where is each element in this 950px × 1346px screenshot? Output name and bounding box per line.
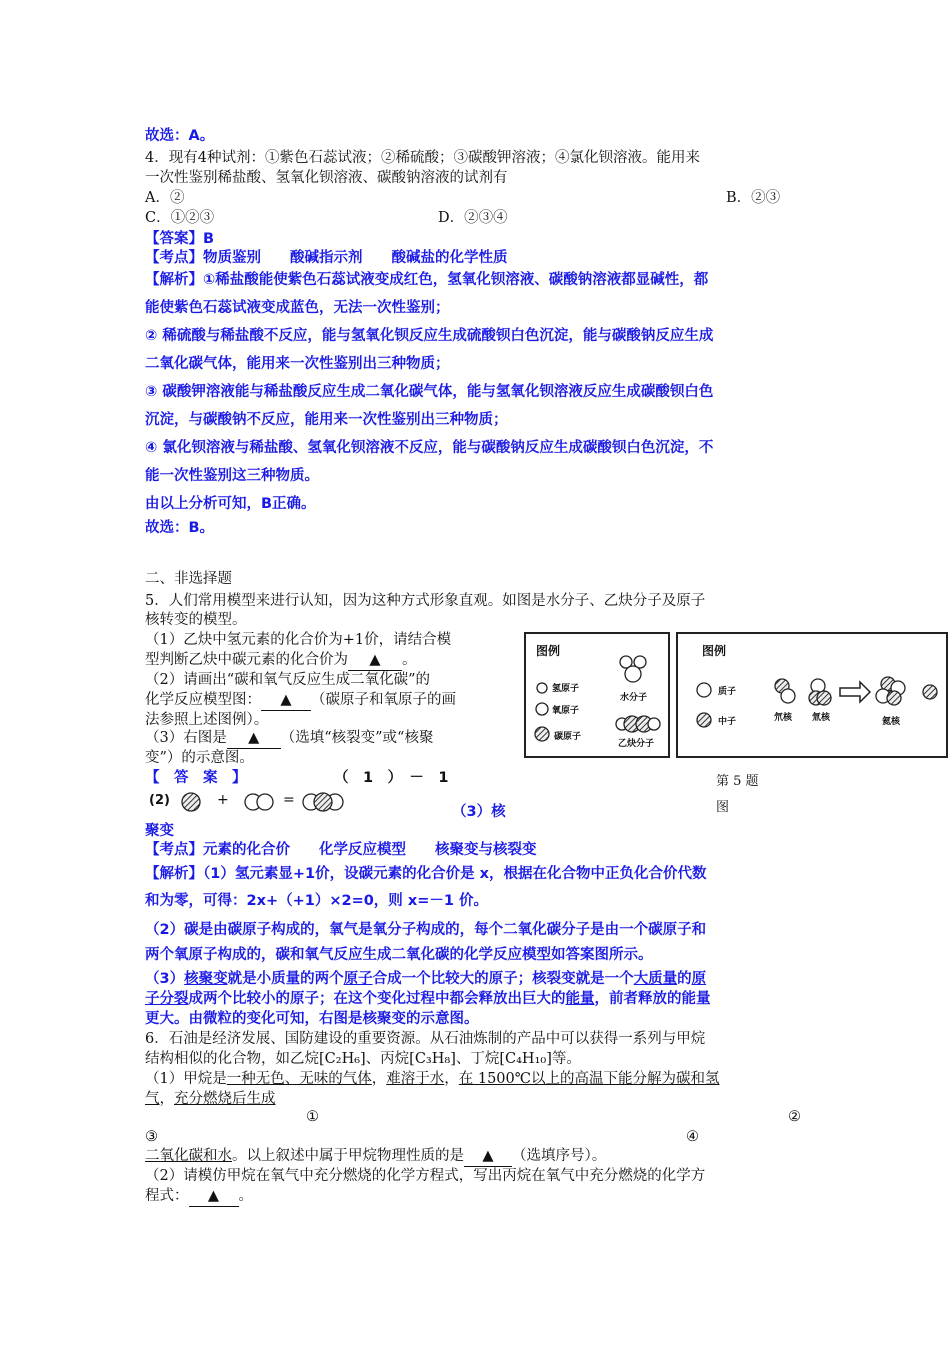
reaction-model-graphic [145, 790, 365, 814]
neutron-icon [697, 713, 711, 727]
q4-analysis-2: 能使紫色石蕊试液变成蓝色，无法一次性鉴别； [145, 300, 450, 316]
q5-analysis-7: 更大。由微粒的变化可知，右图是核聚变的示意图。 [145, 1011, 479, 1027]
q6-p1d: 难溶于水 [386, 1071, 445, 1087]
q5-part3-line1 [145, 728, 433, 749]
q6-p1c: ， [371, 1071, 387, 1087]
q5-answer-2-prefix: (2) [149, 793, 170, 808]
fig-left-title: 图例 [536, 644, 561, 658]
q5-answer-3: （3）核 [452, 804, 506, 820]
q6-p1i: 充分燃烧后生成 [174, 1091, 276, 1107]
carbon-reactant-icon [182, 793, 200, 811]
q5-blank-2[interactable]: ▲ [261, 690, 311, 711]
q6-part1-line1 [145, 1069, 719, 1089]
label-neutron: 中子 [718, 717, 737, 727]
q4-analysis-8: 能一次性鉴别这三种物质。 [145, 468, 319, 484]
label-oxygen: 氧原子 [552, 706, 580, 716]
q6-p1f: 在 1500℃以上的高温下能分解为碳和氢 [458, 1071, 720, 1087]
legend-figure-fusion [676, 632, 948, 758]
q4-option-b: B．②③ [726, 190, 781, 206]
q5-j5g: 的 [677, 971, 692, 987]
q3-conclusion: 故选：A。 [145, 128, 215, 144]
q6-p1k: 。以上叙述中属于甲烷物理性质的是 [232, 1148, 464, 1164]
q6-part1-line3 [145, 1146, 606, 1167]
q4-analysis-6: 沉淀，与碳酸钠不反应，能用来一次性鉴别出三种物质； [145, 412, 508, 428]
plus-sign: + [217, 792, 229, 808]
q5-j5a: （3） [145, 971, 185, 987]
marker-1: ① [306, 1109, 319, 1125]
helium-nucleus-icon [887, 691, 901, 705]
q6-p1j: 二氧化碳和水 [145, 1148, 232, 1164]
marker-3: ③ [145, 1129, 158, 1145]
fig-right-title: 图例 [702, 644, 727, 658]
q5-answer-3b: 聚变 [145, 823, 174, 839]
label-helium: 氦核 [882, 717, 901, 727]
q6-p1l: （选填序号）。 [512, 1148, 607, 1164]
tritium-icon [817, 691, 831, 705]
q5-j6e: ，前者释放的能量 [594, 991, 711, 1007]
q5-part1-text: 型判断乙炔中碳元素的化合价为 [145, 652, 348, 668]
acetylene-molecule-icon [648, 718, 660, 730]
legend-figure-molecules [524, 632, 670, 758]
q6-p2b: 程式： [145, 1188, 189, 1204]
q5-analysis-4: 两个氧原子构成的，碳和氧气反应生成二氧化碳的化学反应模型如答案图所示。 [145, 947, 653, 963]
link-large-mass[interactable]: 大质量 [633, 971, 678, 987]
figure-caption-line2: 图 [716, 800, 730, 815]
q4-analysis-7: ④ 氯化钡溶液与稀盐酸、氢氧化钡溶液不反应，能与碳酸钠反应生成碳酸钡白色沉淀，不 [145, 440, 714, 456]
q5-j5e: 合成一个比较大的原子；核裂变就是一个 [372, 971, 634, 987]
q5-part2-line3: 法参照上述图例）。 [145, 712, 269, 728]
q4-answer: 【答案】B [145, 231, 215, 247]
q6-blank-2[interactable]: ▲ [189, 1186, 239, 1207]
free-neutron-icon [923, 685, 937, 699]
q5-kaodian: 【考点】元素的化合价 化学反应模型 核聚变与核裂变 [145, 842, 537, 858]
q5-answer-label: 【 答 案 】 [145, 770, 247, 786]
q6-part1-line2 [145, 1089, 276, 1109]
q5-blank-3[interactable]: ▲ [227, 728, 281, 749]
link-atom[interactable]: 原子 [343, 971, 373, 987]
q6-p1e: ， [444, 1071, 459, 1087]
q5-answer-2-model [145, 790, 365, 814]
q6-part2-line1: （2）请模仿甲烷在氧气中充分燃烧的化学方程式，写出丙烷在氧气中充分燃烧的化学方 [145, 1168, 706, 1184]
q6-p1a: （1）甲烷是 [145, 1071, 227, 1087]
q5-part2-text: 化学反应模型图： [145, 692, 261, 708]
q6-blank-1[interactable]: ▲ [464, 1146, 512, 1167]
label-hydrogen: 氢原子 [552, 684, 580, 694]
link-atom-2[interactable]: 原 [691, 971, 707, 987]
q4-option-c: C．①②③ [145, 210, 215, 226]
oxygen-atom-icon [536, 703, 548, 715]
q5-part2-line2 [145, 690, 456, 711]
section-heading: 二、非选择题 [145, 571, 232, 587]
label-proton: 质子 [718, 687, 737, 697]
label-tritium: 氚核 [812, 713, 831, 723]
link-fission[interactable]: 分裂 [159, 991, 189, 1007]
q5-stem-line2: 核转变的模型。 [145, 612, 247, 628]
q4-analysis-3: ② 稀硫酸与稀盐酸不反应，能与氢氧化钡反应生成硫酸钡白色沉淀，能与碳酸钠反应生成 [145, 328, 714, 344]
link-energy[interactable]: 能量 [565, 991, 595, 1007]
q4-stem-line2: 一次性鉴别稀盐酸、氢氧化钡溶液、碳酸钠溶液的试剂有 [145, 170, 508, 186]
q5-j6c: 成两个比较小的原子；在这个变化过程中都会释放出巨大的 [188, 991, 566, 1007]
q5-analysis-6 [145, 989, 711, 1009]
q5-part3-text: （3）右图是 [145, 730, 227, 746]
link-nuclear-fusion[interactable]: 核聚变 [184, 971, 228, 987]
q5-blank-1[interactable]: ▲ [348, 650, 402, 671]
q6-p1b: 一种无色、无味的气体 [226, 1071, 372, 1087]
label-carbon: 碳原子 [554, 732, 582, 742]
carbon-atom-icon [535, 727, 549, 741]
q4-option-d: D．②③④ [438, 210, 508, 226]
water-molecule-icon [625, 666, 641, 682]
q5-answer-1: （ 1 ） － 1 [334, 770, 449, 786]
q5-part2-line1: （2）请画出“碳和氧气反应生成二氧化碳”的 [145, 672, 431, 688]
q5-part2-text-b: （碳原子和氧原子的画 [311, 692, 456, 708]
q5-part3-text-b: （选填“核裂变”或“核聚 [280, 730, 434, 746]
hydrogen-atom-icon [537, 683, 547, 693]
q4-analysis-1: 【解析】①稀盐酸能使紫色石蕊试液变成红色，氢氧化钡溶液、碳酸钠溶液都显碱性，都 [145, 272, 709, 288]
carbon-dioxide-icon [314, 793, 332, 811]
q4-kaodian: 【考点】物质鉴别 酸碱指示剂 酸碱盐的化学性质 [145, 250, 508, 266]
q5-analysis-5 [145, 969, 706, 989]
equals-sign: = [283, 792, 295, 808]
q5-j5c: 就是小质量的两个 [227, 971, 344, 987]
q6-stem-line1: 6．石油是经济发展、国防建设的重要资源。从石油炼制的产品中可以获得一系列与甲烷 [145, 1031, 706, 1047]
q5-part3-line2: 变”）的示意图。 [145, 750, 254, 766]
q5-part1-line1: （1）乙炔中氢元素的化合价为+1价，请结合模 [145, 632, 452, 648]
proton-icon [697, 683, 711, 697]
label-water: 水分子 [620, 693, 648, 703]
q6-p1h: ， [159, 1091, 174, 1107]
marker-4: ④ [686, 1129, 699, 1145]
label-acetylene: 乙炔分子 [618, 739, 655, 749]
q5-stem-line1: 5．人们常用模型来进行认知，因为这种方式形象直观。如图是水分子、乙炔分子及原子 [145, 593, 706, 609]
q4-analysis-5: ③ 碳酸钾溶液能与稀盐酸反应生成二氧化碳气体，能与氢氧化钡溶液反应生成碳酸钡白色 [145, 384, 714, 400]
q6-p1g: 气 [145, 1091, 160, 1107]
oxygen-molecule-icon [257, 794, 273, 810]
label-deuterium: 氘核 [774, 713, 793, 723]
q4-option-a: A．② [145, 190, 185, 206]
q4-analysis-9: 由以上分析可知，B正确。 [145, 496, 316, 512]
q4-conclusion: 故选：B。 [145, 520, 215, 536]
q6-part2-line2 [145, 1186, 253, 1207]
q5-analysis-2: 和为零，可得：2x+（+1）×2=0，则 x=－1 价。 [145, 893, 488, 909]
q5-analysis-1: 【解析】（1）氢元素显+1价，设碳元素的化合价是 x，根据在化合物中正负化合价代数 [145, 866, 707, 882]
link-atom-2b[interactable]: 子 [145, 991, 160, 1007]
arrow-icon [840, 682, 870, 702]
deuterium-icon [781, 689, 795, 703]
marker-2: ② [788, 1109, 801, 1125]
q5-part1-line2: 型判断乙炔中碳元素的化合价为 ▲ 。 [145, 650, 417, 671]
q6-p2c: 。 [238, 1188, 253, 1204]
q5-analysis-3: （2）碳是由碳原子构成的，氧气是氧分子构成的，每个二氧化碳分子是由一个碳原子和 [145, 922, 707, 938]
q4-stem-line1: 4．现有4种试剂：①紫色石蕊试液；②稀硫酸；③碳酸钾溶液；④氯化钡溶液。能用来 [145, 150, 700, 166]
q4-analysis-4: 二氧化碳气体，能用来一次性鉴别出三种物质； [145, 356, 450, 372]
q6-stem-line2: 结构相似的化合物，如乙烷[C₂H₆]、丙烷[C₃H₈]、丁烷[C₄H₁₀]等。 [145, 1051, 581, 1067]
figure-caption-line1: 第 5 题 [716, 774, 759, 789]
